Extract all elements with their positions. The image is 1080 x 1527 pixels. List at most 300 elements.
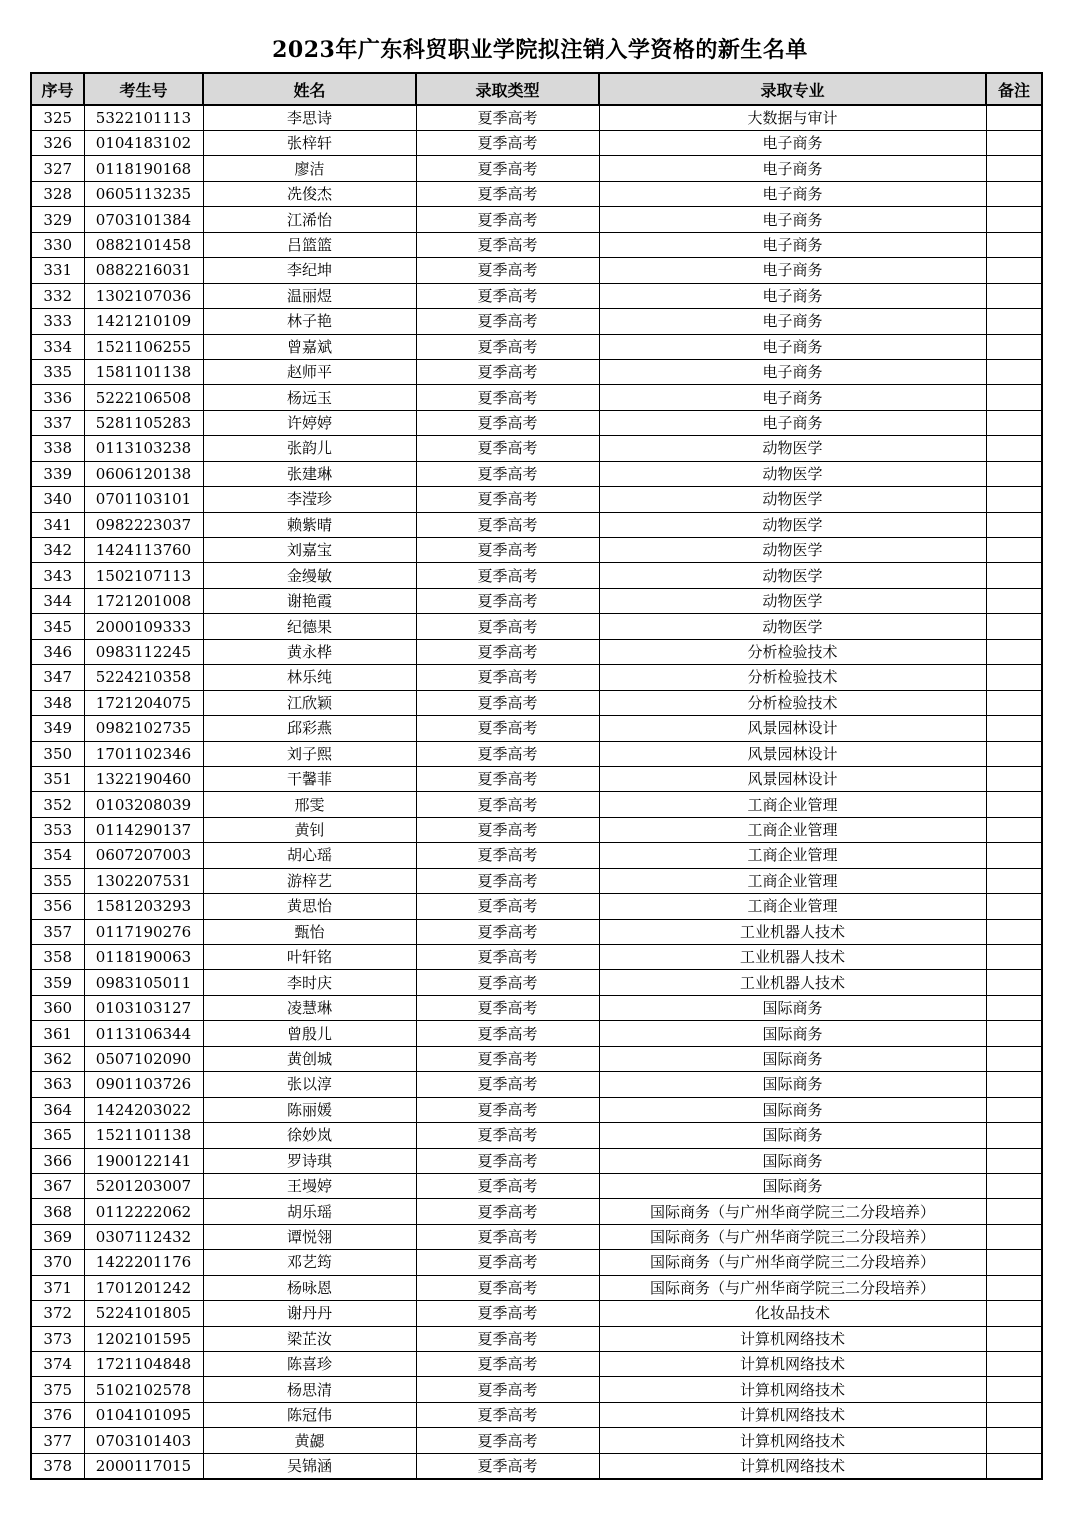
cell-seq: 325: [31, 105, 84, 131]
cell-major: 计算机网络技术: [599, 1453, 986, 1479]
cell-name: 王墁婷: [203, 1173, 416, 1198]
cell-exam-id: 0104101095: [84, 1402, 203, 1427]
cell-admission-type: 夏季高考: [416, 1148, 599, 1173]
cell-exam-id: 0703101384: [84, 207, 203, 232]
cell-seq: 368: [31, 1199, 84, 1224]
cell-seq: 343: [31, 563, 84, 588]
cell-major: 动物医学: [599, 563, 986, 588]
cell-name: 黄勰: [203, 1428, 416, 1453]
cell-remarks: [986, 1173, 1042, 1198]
cell-remarks: [986, 1301, 1042, 1326]
cell-admission-type: 夏季高考: [416, 1224, 599, 1249]
cell-admission-type: 夏季高考: [416, 1123, 599, 1148]
cell-exam-id: 0507102090: [84, 1046, 203, 1071]
cell-major: 国际商务（与广州华商学院三二分段培养）: [599, 1275, 986, 1300]
cell-exam-id: 5281105283: [84, 410, 203, 435]
cell-major: 工业机器人技术: [599, 919, 986, 944]
cell-admission-type: 夏季高考: [416, 945, 599, 970]
table-row: [31, 461, 1042, 486]
cell-exam-id: 1322190460: [84, 766, 203, 791]
cell-major: 工商企业管理: [599, 843, 986, 868]
cell-name: 张韵儿: [203, 436, 416, 461]
table-row: [31, 283, 1042, 308]
cell-admission-type: 夏季高考: [416, 741, 599, 766]
cell-exam-id: 1521101138: [84, 1123, 203, 1148]
cell-name: 林乐纯: [203, 665, 416, 690]
cell-seq: 362: [31, 1046, 84, 1071]
cell-remarks: [986, 1199, 1042, 1224]
cell-remarks: [986, 1021, 1042, 1046]
cell-major: 分析检验技术: [599, 639, 986, 664]
cell-admission-type: 夏季高考: [416, 716, 599, 741]
cell-name: 李纪坤: [203, 258, 416, 283]
cell-admission-type: 夏季高考: [416, 690, 599, 715]
cell-major: 动物医学: [599, 538, 986, 563]
cell-remarks: [986, 487, 1042, 512]
cell-exam-id: 5224101805: [84, 1301, 203, 1326]
cell-seq: 345: [31, 614, 84, 639]
cell-exam-id: 0117190276: [84, 919, 203, 944]
cell-exam-id: 1422201176: [84, 1250, 203, 1275]
table-row: [31, 156, 1042, 181]
cell-remarks: [986, 512, 1042, 537]
cell-name: 杨咏恩: [203, 1275, 416, 1300]
table-row: [31, 1072, 1042, 1097]
cell-name: 黄钊: [203, 817, 416, 842]
cell-exam-id: 1424203022: [84, 1097, 203, 1122]
table-row: [31, 487, 1042, 512]
table-row: [31, 1453, 1042, 1479]
cell-seq: 364: [31, 1097, 84, 1122]
cell-seq: 352: [31, 792, 84, 817]
table-row: [31, 1428, 1042, 1453]
cell-exam-id: 0983105011: [84, 970, 203, 995]
cell-name: 干馨菲: [203, 766, 416, 791]
cell-major: 工业机器人技术: [599, 970, 986, 995]
cell-name: 吕篮篮: [203, 232, 416, 257]
table-row: [31, 868, 1042, 893]
cell-remarks: [986, 792, 1042, 817]
cell-name: 叶轩铭: [203, 945, 416, 970]
cell-seq: 332: [31, 283, 84, 308]
cell-remarks: [986, 207, 1042, 232]
cell-admission-type: 夏季高考: [416, 156, 599, 181]
cell-name: 曾嘉斌: [203, 334, 416, 359]
cell-exam-id: 5102102578: [84, 1377, 203, 1402]
cell-seq: 328: [31, 181, 84, 206]
cell-major: 电子商务: [599, 207, 986, 232]
cell-admission-type: 夏季高考: [416, 385, 599, 410]
table-row: [31, 1352, 1042, 1377]
table-row: [31, 817, 1042, 842]
cell-seq: 336: [31, 385, 84, 410]
table-row: [31, 614, 1042, 639]
cell-admission-type: 夏季高考: [416, 1021, 599, 1046]
table-row: [31, 410, 1042, 435]
cell-major: 工商企业管理: [599, 894, 986, 919]
cell-major: 电子商务: [599, 283, 986, 308]
cell-exam-id: 1521106255: [84, 334, 203, 359]
cell-admission-type: 夏季高考: [416, 1453, 599, 1479]
cell-exam-id: 0901103726: [84, 1072, 203, 1097]
cell-exam-id: 0606120138: [84, 461, 203, 486]
cell-remarks: [986, 1250, 1042, 1275]
cell-name: 徐妙岚: [203, 1123, 416, 1148]
cell-admission-type: 夏季高考: [416, 970, 599, 995]
cell-admission-type: 夏季高考: [416, 512, 599, 537]
cell-exam-id: 1424113760: [84, 538, 203, 563]
cell-seq: 337: [31, 410, 84, 435]
cell-exam-id: 0982102735: [84, 716, 203, 741]
cell-name: 林子艳: [203, 309, 416, 334]
cell-major: 大数据与审计: [599, 105, 986, 131]
cell-remarks: [986, 105, 1042, 131]
cell-remarks: [986, 1097, 1042, 1122]
cell-seq: 348: [31, 690, 84, 715]
table-row: [31, 131, 1042, 156]
table-row: [31, 1326, 1042, 1351]
cell-seq: 377: [31, 1428, 84, 1453]
cell-major: 国际商务: [599, 1173, 986, 1198]
cell-exam-id: 0114290137: [84, 817, 203, 842]
cell-remarks: [986, 868, 1042, 893]
cell-remarks: [986, 817, 1042, 842]
cell-remarks: [986, 1224, 1042, 1249]
cell-name: 邱彩燕: [203, 716, 416, 741]
cell-exam-id: 0103103127: [84, 995, 203, 1020]
cell-name: 陈丽媛: [203, 1097, 416, 1122]
cell-remarks: [986, 1453, 1042, 1479]
cell-major: 计算机网络技术: [599, 1326, 986, 1351]
cell-admission-type: 夏季高考: [416, 410, 599, 435]
cell-admission-type: 夏季高考: [416, 1199, 599, 1224]
cell-major: 化妆品技术: [599, 1301, 986, 1326]
cell-major: 电子商务: [599, 156, 986, 181]
cell-remarks: [986, 1275, 1042, 1300]
cell-name: 冼俊杰: [203, 181, 416, 206]
cell-seq: 360: [31, 995, 84, 1020]
cell-admission-type: 夏季高考: [416, 131, 599, 156]
cell-major: 国际商务: [599, 1123, 986, 1148]
cell-exam-id: 1581203293: [84, 894, 203, 919]
cell-name: 凌慧琳: [203, 995, 416, 1020]
page-title: 2023年广东科贸职业学院拟注销入学资格的新生名单: [272, 37, 808, 63]
cell-seq: 361: [31, 1021, 84, 1046]
cell-major: 电子商务: [599, 385, 986, 410]
cell-remarks: [986, 1326, 1042, 1351]
cell-seq: 339: [31, 461, 84, 486]
cell-seq: 342: [31, 538, 84, 563]
table-row: [31, 919, 1042, 944]
cell-exam-id: 0103208039: [84, 792, 203, 817]
cell-remarks: [986, 1377, 1042, 1402]
cell-major: 分析检验技术: [599, 665, 986, 690]
cell-exam-id: 0882216031: [84, 258, 203, 283]
cell-major: 国际商务（与广州华商学院三二分段培养）: [599, 1199, 986, 1224]
cell-name: 吴锦涵: [203, 1453, 416, 1479]
cell-remarks: [986, 538, 1042, 563]
cell-seq: 326: [31, 131, 84, 156]
cell-admission-type: 夏季高考: [416, 207, 599, 232]
cell-major: 国际商务（与广州华商学院三二分段培养）: [599, 1224, 986, 1249]
cell-seq: 353: [31, 817, 84, 842]
cell-name: 许婷婷: [203, 410, 416, 435]
cell-name: 罗诗琪: [203, 1148, 416, 1173]
table-row: [31, 1173, 1042, 1198]
cell-seq: 367: [31, 1173, 84, 1198]
table-row: [31, 334, 1042, 359]
cell-major: 工商企业管理: [599, 868, 986, 893]
cell-remarks: [986, 1402, 1042, 1427]
cell-name: 胡心瑶: [203, 843, 416, 868]
cell-admission-type: 夏季高考: [416, 843, 599, 868]
cell-admission-type: 夏季高考: [416, 995, 599, 1020]
cell-admission-type: 夏季高考: [416, 1301, 599, 1326]
cell-remarks: [986, 359, 1042, 384]
cell-exam-id: 0983112245: [84, 639, 203, 664]
cell-name: 杨远玉: [203, 385, 416, 410]
table-row: [31, 512, 1042, 537]
col-header-remarks: 备注: [986, 73, 1042, 105]
cell-remarks: [986, 461, 1042, 486]
cell-seq: 370: [31, 1250, 84, 1275]
cell-major: 国际商务: [599, 1072, 986, 1097]
cell-exam-id: 1900122141: [84, 1148, 203, 1173]
cell-name: 黄思怡: [203, 894, 416, 919]
cell-exam-id: 0113106344: [84, 1021, 203, 1046]
table-row: [31, 766, 1042, 791]
cell-major: 电子商务: [599, 309, 986, 334]
cell-seq: 344: [31, 588, 84, 613]
cell-remarks: [986, 283, 1042, 308]
cell-seq: 371: [31, 1275, 84, 1300]
cell-exam-id: 0882101458: [84, 232, 203, 257]
table-row: [31, 945, 1042, 970]
cell-name: 纪德果: [203, 614, 416, 639]
cell-admission-type: 夏季高考: [416, 1402, 599, 1427]
cell-admission-type: 夏季高考: [416, 1352, 599, 1377]
cell-exam-id: 2000109333: [84, 614, 203, 639]
cell-admission-type: 夏季高考: [416, 487, 599, 512]
cell-seq: 335: [31, 359, 84, 384]
cell-exam-id: 5201203007: [84, 1173, 203, 1198]
cell-seq: 347: [31, 665, 84, 690]
cell-name: 张以淳: [203, 1072, 416, 1097]
table-row: [31, 538, 1042, 563]
cell-remarks: [986, 970, 1042, 995]
table-row: [31, 843, 1042, 868]
cell-seq: 338: [31, 436, 84, 461]
cell-name: 胡乐瑶: [203, 1199, 416, 1224]
cell-major: 电子商务: [599, 181, 986, 206]
cell-exam-id: 0307112432: [84, 1224, 203, 1249]
cell-major: 计算机网络技术: [599, 1428, 986, 1453]
col-header-exam-id: 考生号: [84, 73, 203, 105]
cell-remarks: [986, 156, 1042, 181]
cell-major: 动物医学: [599, 461, 986, 486]
cell-name: 廖洁: [203, 156, 416, 181]
cell-remarks: [986, 614, 1042, 639]
cell-admission-type: 夏季高考: [416, 614, 599, 639]
cell-seq: 340: [31, 487, 84, 512]
cell-major: 计算机网络技术: [599, 1402, 986, 1427]
cell-seq: 374: [31, 1352, 84, 1377]
cell-major: 计算机网络技术: [599, 1377, 986, 1402]
col-header-seq: 序号: [31, 73, 84, 105]
cell-seq: 375: [31, 1377, 84, 1402]
cell-exam-id: 1701201242: [84, 1275, 203, 1300]
table-body: [31, 105, 1042, 1479]
cell-remarks: [986, 232, 1042, 257]
table-row: [31, 588, 1042, 613]
cell-major: 风景园林设计: [599, 741, 986, 766]
cell-remarks: [986, 1148, 1042, 1173]
cell-admission-type: 夏季高考: [416, 1173, 599, 1198]
cell-major: 动物医学: [599, 588, 986, 613]
cell-exam-id: 0701103101: [84, 487, 203, 512]
table-row: [31, 436, 1042, 461]
cell-admission-type: 夏季高考: [416, 665, 599, 690]
cell-seq: 376: [31, 1402, 84, 1427]
cell-major: 电子商务: [599, 232, 986, 257]
cell-name: 李滢珍: [203, 487, 416, 512]
cell-name: 谢艳霞: [203, 588, 416, 613]
cell-admission-type: 夏季高考: [416, 868, 599, 893]
cell-admission-type: 夏季高考: [416, 639, 599, 664]
cell-seq: 358: [31, 945, 84, 970]
cell-exam-id: 2000117015: [84, 1453, 203, 1479]
cell-remarks: [986, 945, 1042, 970]
cell-name: 温丽煜: [203, 283, 416, 308]
table-row: [31, 232, 1042, 257]
cell-exam-id: 0112222062: [84, 1199, 203, 1224]
table-row: [31, 181, 1042, 206]
cell-exam-id: 1302107036: [84, 283, 203, 308]
cell-remarks: [986, 1123, 1042, 1148]
cell-name: 杨思清: [203, 1377, 416, 1402]
cell-major: 工商企业管理: [599, 792, 986, 817]
cell-major: 计算机网络技术: [599, 1352, 986, 1377]
cell-remarks: [986, 588, 1042, 613]
cell-remarks: [986, 436, 1042, 461]
table-row: [31, 359, 1042, 384]
cell-seq: 369: [31, 1224, 84, 1249]
cell-seq: 365: [31, 1123, 84, 1148]
cell-major: 电子商务: [599, 131, 986, 156]
cell-seq: 378: [31, 1453, 84, 1479]
cell-major: 风景园林设计: [599, 766, 986, 791]
cell-remarks: [986, 563, 1042, 588]
roster-table: [30, 72, 1043, 1480]
cell-major: 电子商务: [599, 410, 986, 435]
table-row: [31, 385, 1042, 410]
cell-admission-type: 夏季高考: [416, 461, 599, 486]
cell-seq: 349: [31, 716, 84, 741]
cell-major: 国际商务: [599, 995, 986, 1020]
table-row: [31, 1402, 1042, 1427]
cell-name: 曾殷儿: [203, 1021, 416, 1046]
table-header-row: [31, 73, 1042, 105]
cell-remarks: [986, 894, 1042, 919]
cell-remarks: [986, 665, 1042, 690]
cell-seq: 356: [31, 894, 84, 919]
cell-seq: 355: [31, 868, 84, 893]
cell-name: 张建琳: [203, 461, 416, 486]
cell-seq: 334: [31, 334, 84, 359]
col-header-name: 姓名: [203, 73, 416, 105]
cell-major: 动物医学: [599, 436, 986, 461]
cell-admission-type: 夏季高考: [416, 359, 599, 384]
cell-major: 动物医学: [599, 487, 986, 512]
cell-exam-id: 5224210358: [84, 665, 203, 690]
cell-seq: 354: [31, 843, 84, 868]
cell-admission-type: 夏季高考: [416, 309, 599, 334]
cell-admission-type: 夏季高考: [416, 538, 599, 563]
cell-major: 电子商务: [599, 334, 986, 359]
cell-remarks: [986, 843, 1042, 868]
table-row: [31, 1148, 1042, 1173]
cell-name: 刘子熙: [203, 741, 416, 766]
cell-name: 邢雯: [203, 792, 416, 817]
cell-exam-id: 5322101113: [84, 105, 203, 131]
cell-exam-id: 0113103238: [84, 436, 203, 461]
table-row: [31, 1224, 1042, 1249]
cell-exam-id: 0605113235: [84, 181, 203, 206]
cell-name: 陈冠伟: [203, 1402, 416, 1427]
cell-major: 国际商务: [599, 1021, 986, 1046]
cell-remarks: [986, 766, 1042, 791]
cell-exam-id: 1701102346: [84, 741, 203, 766]
cell-exam-id: 1721201008: [84, 588, 203, 613]
table-row: [31, 639, 1042, 664]
cell-seq: 359: [31, 970, 84, 995]
table-row: [31, 1377, 1042, 1402]
cell-exam-id: 0982223037: [84, 512, 203, 537]
cell-seq: 366: [31, 1148, 84, 1173]
cell-major: 国际商务（与广州华商学院三二分段培养）: [599, 1250, 986, 1275]
table-row: [31, 1250, 1042, 1275]
cell-exam-id: 0118190063: [84, 945, 203, 970]
cell-exam-id: 1502107113: [84, 563, 203, 588]
cell-major: 工业机器人技术: [599, 945, 986, 970]
cell-seq: 373: [31, 1326, 84, 1351]
cell-name: 李时庆: [203, 970, 416, 995]
table-row: [31, 1275, 1042, 1300]
cell-seq: 327: [31, 156, 84, 181]
col-header-major: 录取专业: [599, 73, 986, 105]
table-row: [31, 690, 1042, 715]
cell-seq: 331: [31, 258, 84, 283]
cell-admission-type: 夏季高考: [416, 436, 599, 461]
cell-name: 谭悦翎: [203, 1224, 416, 1249]
cell-seq: 333: [31, 309, 84, 334]
cell-exam-id: 1202101595: [84, 1326, 203, 1351]
table-row: [31, 1123, 1042, 1148]
cell-admission-type: 夏季高考: [416, 588, 599, 613]
cell-name: 陈喜珍: [203, 1352, 416, 1377]
cell-major: 国际商务: [599, 1046, 986, 1071]
cell-remarks: [986, 309, 1042, 334]
cell-remarks: [986, 1352, 1042, 1377]
cell-seq: 363: [31, 1072, 84, 1097]
cell-admission-type: 夏季高考: [416, 232, 599, 257]
cell-admission-type: 夏季高考: [416, 817, 599, 842]
table-row: [31, 792, 1042, 817]
cell-major: 国际商务: [599, 1148, 986, 1173]
cell-remarks: [986, 258, 1042, 283]
table-row: [31, 741, 1042, 766]
cell-admission-type: 夏季高考: [416, 1275, 599, 1300]
